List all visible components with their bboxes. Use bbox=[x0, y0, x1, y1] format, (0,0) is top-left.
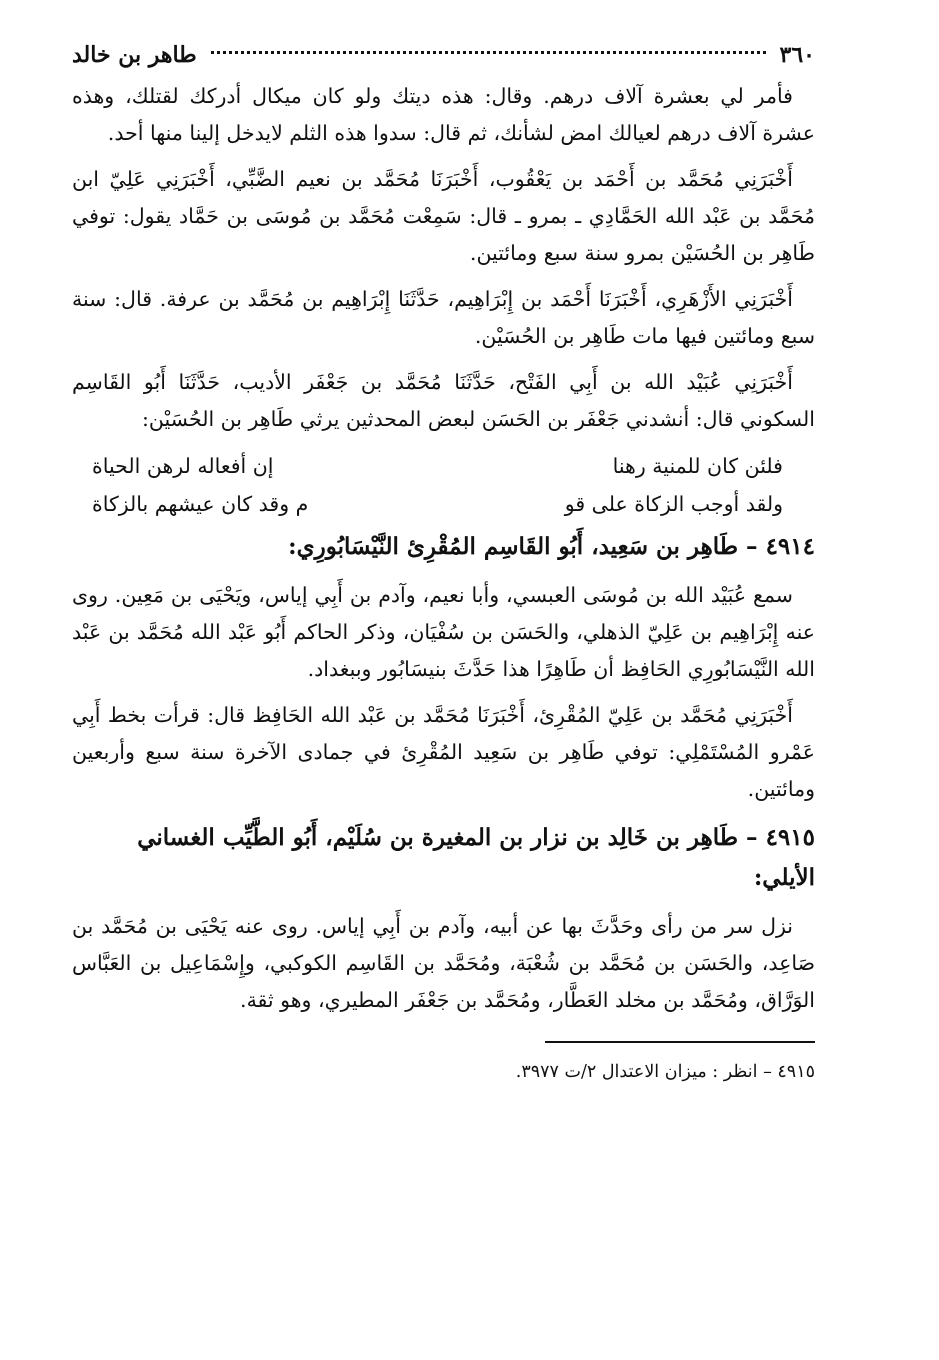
leader-dots bbox=[211, 50, 766, 54]
paragraph-azhari-narration: أَخْبَرَنِي الأَزْهَرِي، أَخْبَرَنَا أَحْمَد بن إِبْرَاهِيم، حَدَّثَنَا إِبْرَاهِيم بن مُحَمَّد بن عرفة. قال: سنة سبع ومائتين فيها مات طَاهِر بن الحُسَيْن. bbox=[72, 287, 815, 348]
verse-second-hemistich: م وقد كان عيشهم بالزكاة bbox=[92, 492, 309, 516]
paragraph-hammadi-narration: أَخْبَرَنِي مُحَمَّد بن أَحْمَد بن يَعْقُوب، أَخْبَرَنَا مُحَمَّد بن نعيم الضَّبِّي، أَخْبَرَنِي عَلِيّ ابن مُحَمَّد بن عَبْد الله الحَمَّادِي ـ بمرو ـ قال: سَمِعْت مُحَمَّد بن مُوسَى بن حَمَّاد يقول: توفي طَاهِر بن الحُسَيْن بمرو سنة سبع ومائتين. bbox=[72, 167, 815, 265]
paragraph-poem-intro: أَخْبَرَنِي عُبَيْد الله بن أَبِي الفَتْح، حَدَّثَنَا مُحَمَّد بن جَعْفَر الأديب، حَدَّثَنَا أَبُو القَاسِم السكوني قال: أنشدني جَعْفَر بن الحَسَن لبعض المحدثين يرثي طَاهِر بن الحُسَيْن: bbox=[72, 370, 815, 431]
elegy-verses bbox=[72, 447, 815, 523]
entry-4914-death-note: أَخْبَرَنِي مُحَمَّد بن عَلِيّ المُقْرِئ، أَخْبَرَنَا مُحَمَّد بن عَبْد الله الحَافِظ قال: قرأت بخط أَبِي عَمْرو المُسْتَمْلِي: توفي طَاهِر بن سَعِيد المُقْرِئ في جمادى الآخرة سنة سبع وأربعين ومائتين. bbox=[72, 703, 815, 801]
verse-first-hemistich: ولقد أوجب الزكاة على قو bbox=[564, 492, 783, 516]
entry-4914-body: سمع عُبَيْد الله بن مُوسَى العبسي، وأبا نعيم، وآدم بن أَبِي إياس، ويَحْيَى بن مَعِين. روى عنه إِبْرَاهِيم بن عَلِيّ الذهلي، والحَسَن بن سُفْيَان، وذكر الحاكم أَبُو عَبْد الله مُحَمَّد بن عَبْد الله النَّيْسَابُورِي الحَافِظ أن طَاهِرًا هذا حَدَّثَ بنيسَابُور وببغداد. bbox=[72, 583, 815, 681]
entry-heading-4915: ٤٩١٥ – طَاهِر بن خَالِد بن نزار بن المغيرة بن سُلَيْم، أَبُو الطَّيِّب الغساني الأيلي: bbox=[137, 824, 815, 891]
footnote: ٤٩١٥ – انظر : ميزان الاعتدال ٢/ت ٣٩٧٧. bbox=[515, 1062, 815, 1082]
verse-first-hemistich: فلئن كان للمنية رهنا bbox=[612, 454, 783, 478]
running-title: طاهر بن خالد bbox=[72, 42, 197, 68]
paragraph-continuation: فأمر لي بعشرة آلاف درهم. وقال: هذه ديتك ولو كان ميكال أدركك لقتلك، وهذه عشرة آلاف درهم لعيالك امض لشأنك، ثم قال: سدوا هذه الثلم لايدخل إلينا منها أحد. bbox=[72, 84, 815, 145]
verse-line bbox=[72, 447, 815, 485]
footnote-separator bbox=[545, 1041, 815, 1043]
entry-heading-4914: ٤٩١٤ – طَاهِر بن سَعِيد، أَبُو القَاسِم المُقْرِئ النَّيْسَابُورِي: bbox=[288, 533, 815, 560]
verse-line bbox=[72, 485, 815, 523]
page-number: ٣٦٠ bbox=[779, 42, 815, 68]
verse-second-hemistich: إن أفعاله لرهن الحياة bbox=[92, 454, 274, 478]
entry-4915-body: نزل سر من رأى وحَدَّثَ بها عن أبيه، وآدم بن أَبِي إياس. روى عنه يَحْيَى بن مُحَمَّد بن صَاعِد، والحَسَن بن مُحَمَّد بن شُعْبَة، ومُحَمَّد بن القَاسِم الكوكبي، وإِسْمَاعِيل بن العَبَّاس الوَرَّاق، ومُحَمَّد بن مخلد العَطَّار، ومُحَمَّد بن جَعْفَر المطيري، وهو ثقة. bbox=[72, 914, 815, 1012]
running-header bbox=[72, 38, 815, 78]
